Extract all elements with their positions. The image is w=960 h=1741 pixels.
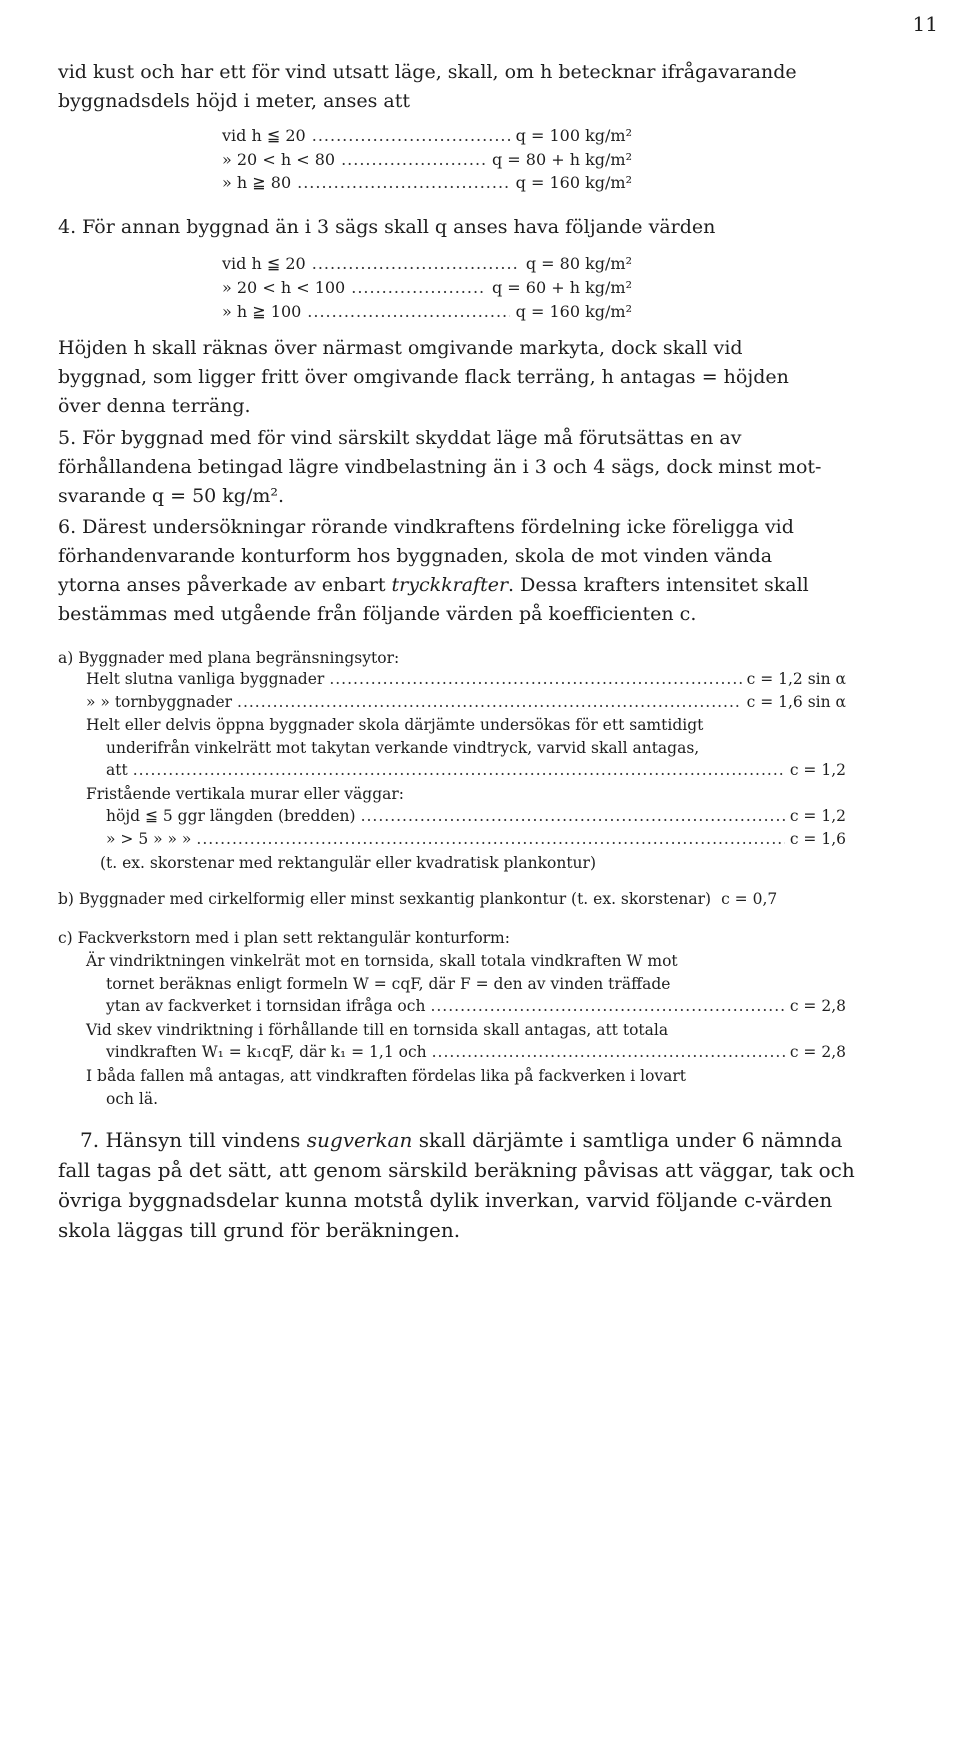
row-label: att [106,761,128,779]
leader-dots [196,830,784,848]
formula-row [222,150,632,169]
row-label: höjd ≦ 5 ggr längden (bredden) [106,807,356,825]
formula-row [222,278,632,297]
section-4-heading [58,213,842,242]
row-value: c = 2,8 [789,997,846,1015]
text-line: och lä. [106,1090,159,1108]
emphasis-term: tryckkrafter [391,574,509,596]
formula-value: q = 60 + h kg/m² [491,278,632,297]
row-label: b) Byggnader med cirkelformig eller minst sexkantig plankontur (t. ex. skorstenar) [58,890,712,908]
leader-dots [237,693,742,711]
coefficient-row [106,997,846,1015]
formula-condition: » h ≧ 100 [222,302,302,321]
row-value: c = 1,6 sin α [746,693,846,711]
emphasis-term: sugverkan [306,1128,413,1152]
formula-value: q = 100 kg/m² [515,126,632,145]
text-line: svarande q = 50 kg/m². [58,485,285,507]
page-number: 11 [912,12,938,36]
row-label: » » tornbyggnader [86,693,233,711]
text-line: förhandenvarande konturform hos byggnaden, skola de mot vinden vända [58,545,773,567]
section-6-paragraph [58,513,842,629]
row-value: c = 1,2 [789,807,846,825]
list-a-heading: a) Byggnader med plana begränsningsytor: [58,649,400,667]
leader-dots [312,126,510,145]
formula-condition: vid h ≦ 20 [222,254,306,273]
list-c-heading: c) Fackverkstorn med i plan sett rektangulär konturform: [58,929,510,947]
row-value: c = 2,8 [789,1043,846,1061]
leader-dots [312,254,520,273]
formula-value: q = 80 + h kg/m² [491,150,632,169]
text-line: vid kust och har ett för vind utsatt läge, skall, om h betecknar ifrågavarande [58,61,797,83]
text-line: Höjden h skall räknas över närmast omgivande markyta, dock skall vid [58,337,743,359]
height-paragraph [58,334,842,421]
coefficient-row [86,670,846,688]
formula-condition: » h ≧ 80 [222,173,292,192]
coefficient-row [106,1043,846,1061]
formula-condition: vid h ≦ 20 [222,126,306,145]
row-value: c = 1,2 sin α [746,670,846,688]
row-label: vindkraften W₁ = k₁cqF, där k₁ = 1,1 och [106,1043,427,1061]
intro-paragraph [58,58,842,116]
row-value: c = 1,2 [789,761,846,779]
leader-dots [432,1043,785,1061]
text-line: ytorna anses påverkade av enbart tryckkrafter. Dessa krafters intensitet skall [58,574,809,596]
coefficient-row [106,807,846,825]
section-5-paragraph [58,424,842,511]
coefficient-row [86,693,846,711]
text-line: byggnad, som ligger fritt över omgivande flack terräng, h antagas = höjden [58,366,789,388]
text-line: byggnadsdels höjd i meter, anses att [58,90,411,112]
leader-dots [361,807,785,825]
text-line: underifrån vinkelrätt mot takytan verkande vindtryck, varvid skall antagas, [106,739,700,757]
text-line: skola läggas till grund för beräkningen. [58,1218,461,1242]
formula-value: q = 160 kg/m² [515,173,632,192]
text-line: bestämmas med utgående från följande värden på koefficienten c. [58,603,697,625]
formula-condition: » 20 < h < 100 [222,278,346,297]
text-line: över denna terräng. [58,395,251,417]
formula-row [222,302,632,321]
formula-value: q = 80 kg/m² [525,254,632,273]
row-label: » > 5 » » » [106,830,192,848]
formula-condition: » 20 < h < 80 [222,150,336,169]
text-line: 6. Därest undersökningar rörande vindkraftens fördelning icke föreligga vid [58,516,794,538]
formula-value: q = 160 kg/m² [515,302,632,321]
text-line: Fristående vertikala murar eller väggar: [86,785,404,803]
leader-dots [430,997,784,1015]
leader-dots [351,278,486,297]
leader-dots [307,302,509,321]
text-line: fall tagas på det sätt, att genom särskild beräkning påvisas att väggar, tak och [58,1158,855,1182]
text-line: Är vindriktningen vinkelrät mot en tornsida, skall totala vindkraften W mot [86,952,678,970]
text-line: övriga byggnadsdelar kunna motstå dylik inverkan, varvid följande c-värden [58,1188,833,1212]
leader-dots [341,150,486,169]
coefficient-row [106,761,846,779]
text-line: 5. För byggnad med för vind särskilt skyddat läge må förutsättas en av [58,427,742,449]
text-line: förhållandena betingad lägre vindbelastning än i 3 och 4 sägs, dock minst mot- [58,456,822,478]
row-value: c = 0,7 [721,890,778,908]
coefficient-row [106,830,846,848]
text-line: I båda fallen må antagas, att vindkraften fördelas lika på fackverken i lovart [86,1067,687,1085]
formula-row [222,126,632,145]
text-line: 7. Hänsyn till vindens sugverkan skall därjämte i samtliga under 6 nämnda [80,1128,843,1152]
text-line: Vid skev vindriktning i förhållande till en tornsida skall antagas, att totala [86,1021,669,1039]
leader-dots [329,670,741,688]
coefficient-row [58,890,788,908]
row-label: Helt slutna vanliga byggnader [86,670,325,688]
text-line: (t. ex. skorstenar med rektangulär eller kvadratisk plankontur) [100,854,596,872]
row-label: ytan av fackverket i tornsidan ifråga och [106,997,426,1015]
formula-row [222,173,632,192]
leader-dots [133,761,785,779]
formula-row [222,254,632,273]
row-value: c = 1,6 [789,830,846,848]
text-line: tornet beräknas enligt formeln W = cqF, där F = den av vinden träffade [106,975,671,993]
text-line: Helt eller delvis öppna byggnader skola därjämte undersökas för ett samtidigt [86,716,704,734]
text-line: 4. För annan byggnad än i 3 sägs skall q anses hava följande värden [58,216,716,238]
leader-dots [297,173,510,192]
section-7-paragraph [58,1125,855,1245]
